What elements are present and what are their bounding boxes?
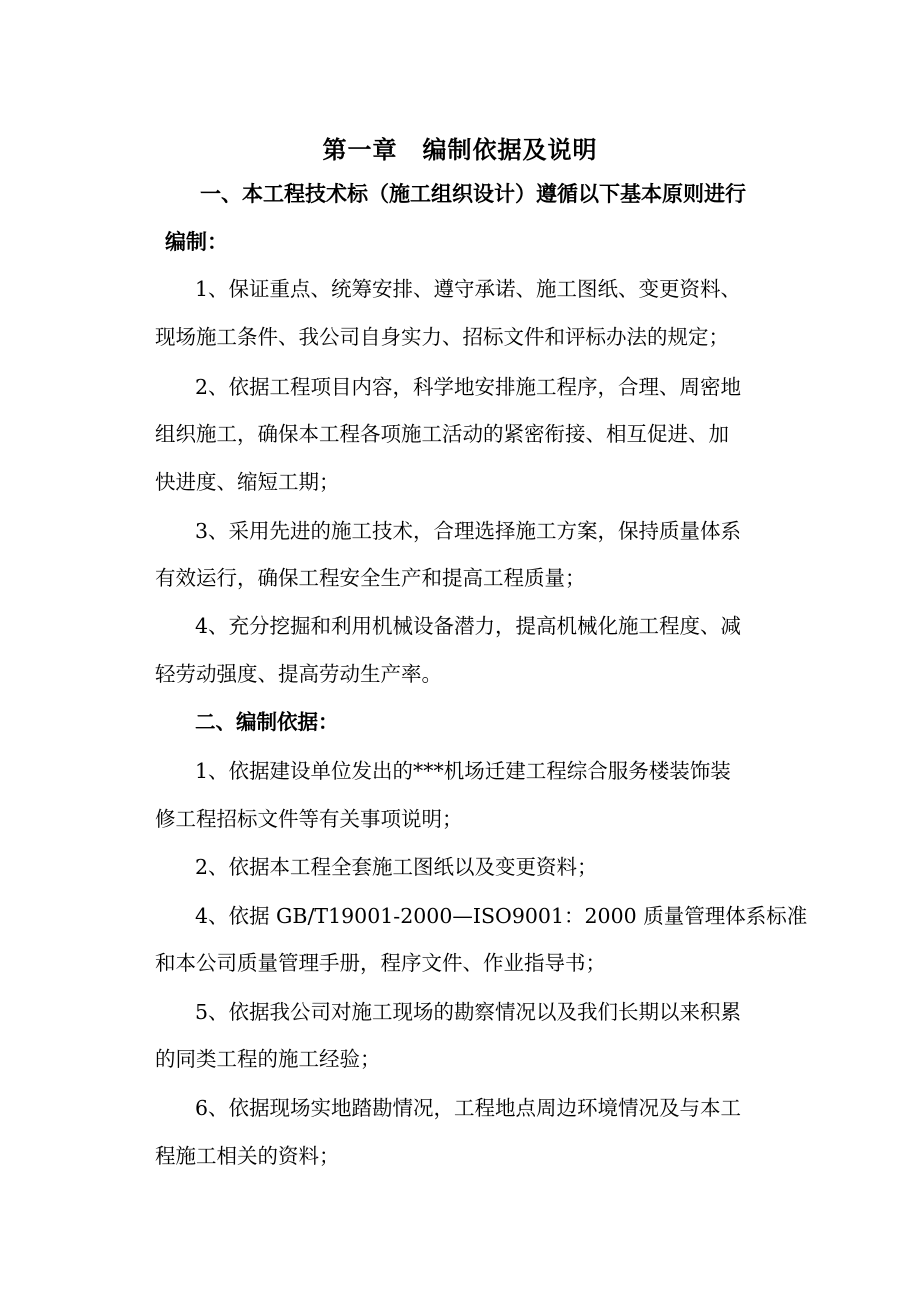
s2-item4-line2: 的同类工程的施工经验； bbox=[155, 1047, 381, 1071]
section1-heading-line2: 编制： bbox=[165, 229, 228, 254]
s1-item2-line2: 组织施工，确保本工程各项施工活动的紧密衔接、相互促进、加 bbox=[155, 422, 729, 446]
s1-item4-line1: 4、充分挖掘和利用机械设备潜力，提高机械化施工程度、减 bbox=[195, 614, 742, 638]
section2-heading: 二、编制依据： bbox=[195, 710, 339, 734]
s1-item3-line2: 有效运行，确保工程安全生产和提高工程质量； bbox=[155, 566, 586, 590]
s2-item3-line2: 和本公司质量管理手册，程序文件、作业指导书； bbox=[155, 951, 606, 975]
s1-item1-line1: 1、保证重点、统筹安排、遵守承诺、施工图纸、变更资料、 bbox=[195, 277, 742, 301]
s2-item3-line1: 4、依据 GB/T19001-2000—ISO9001：2000 质量管理体系标准 bbox=[195, 904, 808, 928]
s2-item4-line1: 5、依据我公司对施工现场的勘察情况以及我们长期以来积累 bbox=[195, 1000, 742, 1024]
section1-heading-line1: 一、本工程技术标（施工组织设计）遵循以下基本原则进行 bbox=[200, 181, 746, 206]
s2-item5-line2: 程施工相关的资料； bbox=[155, 1144, 340, 1168]
s1-item1-line2: 现场施工条件、我公司自身实力、招标文件和评标办法的规定； bbox=[155, 325, 729, 349]
s1-item2-line1: 2、依据工程项目内容，科学地安排施工程序，合理、周密地 bbox=[195, 375, 742, 399]
s2-item1-line2: 修工程招标文件等有关事项说明； bbox=[155, 807, 463, 831]
s1-item4-line2: 轻劳动强度、提高劳动生产率。 bbox=[155, 662, 442, 686]
s2-item1-line1: 1、依据建设单位发出的***机场迁建工程综合服务楼装饰装 bbox=[195, 759, 731, 783]
s1-item2-line3: 快进度、缩短工期； bbox=[155, 470, 340, 494]
s2-item2-line1: 2、依据本工程全套施工图纸以及变更资料； bbox=[195, 855, 598, 879]
s2-item5-line1: 6、依据现场实地踏勘情况，工程地点周边环境情况及与本工 bbox=[195, 1096, 742, 1120]
s1-item3-line1: 3、采用先进的施工技术，合理选择施工方案，保持质量体系 bbox=[195, 519, 742, 543]
chapter-title: 第一章 编制依据及说明 bbox=[322, 135, 598, 164]
